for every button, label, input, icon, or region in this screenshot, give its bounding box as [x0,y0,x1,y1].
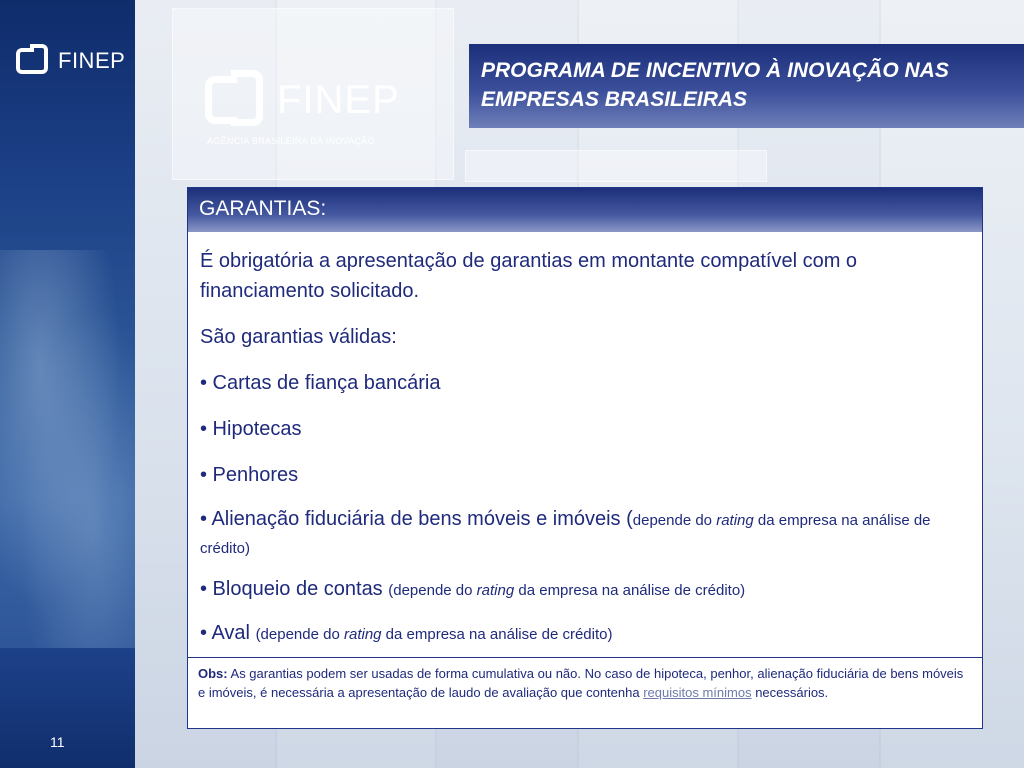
item-note: (depende do rating da empresa na análise de crédito) [255,626,613,643]
sidebar-logo-name: FINEP [58,48,126,73]
card-body [188,232,982,650]
requisitos-link[interactable]: requisitos mínimos [643,685,752,700]
list-item: • Cartas de fiança bancária [200,372,441,394]
obs-note [188,657,982,728]
list-item: • Penhores [200,464,299,486]
obs-label: Obs: [198,666,228,681]
list-item: • Bloqueio de contas (depende do rating da empresa na análise de crédito) [200,578,746,600]
content-card [187,187,983,729]
main-logo-tagline: AGÊNCIA BRASILEIRA DA INOVAÇÃO [207,136,375,146]
slide-title [469,44,1024,128]
valid-label: São garantias válidas: [200,326,397,348]
slide-title-line2: EMPRESAS BRASILEIRAS [481,88,748,111]
list-item: • Hipotecas [200,418,302,440]
list-item: • Aval (depende do rating da empresa na análise de crédito) [200,622,613,644]
background-tile [465,150,767,182]
list-item: • Alienação fiduciária de bens móveis e imóveis (depende do rating da empresa na análise de crédito) [200,508,931,557]
card-header: GARANTIAS: [188,188,982,232]
sidebar-bottom [0,648,135,768]
finep-logo-icon [205,70,269,130]
intro-text: É obrigatória a apresentação de garantias em montante compatível com o financiamento solicitado. [200,250,858,302]
main-logo-name: FINEP [277,77,400,122]
sidebar [0,0,135,768]
sidebar-logo [16,44,125,78]
finep-logo-icon [16,44,52,78]
obs-text-end: necessários. [751,685,829,700]
sidebar-photo [0,250,135,650]
item-note: (depende do rating da empresa na análise de crédito) [388,582,746,599]
main-logo [205,70,400,146]
page-number: 11 [50,734,65,750]
obs-text: As garantias podem ser usadas de forma cumulativa ou não. No caso de hipoteca, penhor, alienação fiduciária de bens móveis e imóveis, é necessária a apresentação de laudo de avaliação que contenha [198,666,964,700]
item-note: depende do rating da empresa na análise de crédito) [200,512,931,557]
slide-title-line1: PROGRAMA DE INCENTIVO À INOVAÇÃO NAS [481,59,949,82]
